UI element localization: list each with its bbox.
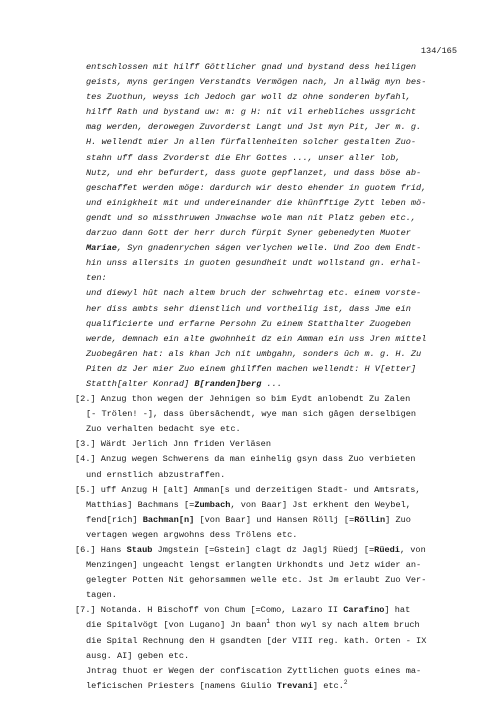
person-name: Staub [126, 545, 153, 555]
item-number: [6.] [75, 545, 96, 555]
text-fragment: Statth[alter Konrad] [86, 378, 195, 389]
item-text: Hans [95, 545, 127, 555]
item-6 [75, 543, 466, 603]
item-number: [5.] [75, 484, 96, 495]
item-4 [75, 452, 466, 482]
text-line: ten: [86, 273, 107, 284]
text-fragment: , Syn gnadenrychen ságen verlychen welle. Und Zoo dem Endt- [116, 243, 422, 254]
item-text: ausg. AI] geben etc. [86, 650, 190, 661]
footnote-marker: 1 [266, 618, 271, 626]
item-text: Jntrag thuot er Wegen der confiscation Zyttlichen guots eines ma- [86, 665, 422, 676]
person-name: Zumbach [194, 499, 231, 510]
text-line: gendt und so missthruwen Jnwachse wole man nit Platz geben etc., [86, 212, 417, 223]
name-mariae: Mariae [86, 243, 117, 254]
text-line: mag werden, derowegen Zuvorderst Langt und Jst myn Pit, Jer m. g. [86, 122, 422, 133]
item-number: [2.] [75, 394, 96, 405]
text-line: hin unss allersits in guoten gesundheit undt wollstand gn. erhal- [86, 258, 422, 269]
item-text: Anzug thon wegen der Jehnigen so bim Eydt anlobendt Zu Zalen [95, 394, 411, 405]
item-text: leficischen Priesters [namens Giulio [86, 680, 277, 691]
item-text: die Spitalvögt [von Lugano] Jn baan [86, 620, 267, 631]
item-text: Jmgstein [=Gstein] clagt dz Jaglj Rüedj [= [152, 545, 375, 555]
item-text: uff Anzug H [alt] Amman[s und derzeitigen Stadt- und Amtsrats, [95, 484, 421, 495]
text-line: darzuo dann Gott der herr durch fürpit Syner gebenedyten Muoter [86, 228, 411, 239]
text-line: und diewyl hût nach altem bruch der schwehrtag etc. einem vorste- [86, 288, 422, 299]
item-text: Notanda. H Bischoff von Chum [=Como, Lazaro II [95, 605, 344, 616]
item-text: , von [399, 545, 426, 555]
item-text: vertagen wegen argwohns dess Trölens etc. [86, 529, 298, 540]
text-fragment: ... [261, 378, 282, 389]
item-text: Zuo verhalten bedacht sye etc. [86, 424, 241, 435]
item-text: [von Baar] und Hansen Röllj [= [194, 514, 355, 525]
person-name: Trevani [276, 680, 313, 691]
text-line: H. wellendt mier Jn allen fürfallenheiten solcher gestalten Zuo- [86, 137, 417, 148]
person-name: Rüedi [374, 545, 400, 555]
text-line: tes Zuothun, weyss ich Jedoch gar woll dz ohne sonderen byfahl, [86, 92, 411, 103]
item-text: [- Trölen! -], dass ûbersâchendt, wye man sich gâgen derselbigen [86, 409, 417, 420]
item-number: [7.] [75, 605, 96, 616]
text-line: qualificierte und erfarne Persohn Zu einem Statthalter Zuogeben [86, 318, 411, 329]
person-name: Röllin [354, 514, 386, 525]
person-name: B[randen]berg [194, 378, 262, 389]
item-text: ] etc. [312, 680, 344, 691]
text-line: her diss ambts sehr dienstlich und vortheilig ist, dass Jme ein [86, 303, 411, 314]
text-line: und einigkheit mit und undereinander die khünfftige Zytt leben mö- [86, 197, 427, 208]
item-text: und ernstlich abzustraffen. [86, 469, 226, 480]
text-line: geschaffet werden möge: dardurch wir desto ehender in guotem frid, [86, 182, 427, 193]
item-3 [75, 437, 466, 452]
item-text: Wärdt Jerlich Jnn friden Verläsen [95, 439, 271, 450]
item-text: ] hat [384, 605, 411, 616]
document-body [75, 60, 466, 694]
item-text: thon wyl sy nach altem bruch [270, 620, 420, 631]
paragraph-opening [86, 60, 466, 286]
text-line: werde, demnach ein alte gwohnheit dz ein Amman ein uss Jren mittel [86, 333, 427, 344]
item-text: , von Baar] Jst erkhent den Weybel, [230, 499, 411, 510]
person-name: Bachman[n] [142, 514, 195, 525]
item-text: Anzug wegen Schwerens da man einhelig gsyn dass Zuo verbieten [95, 454, 416, 465]
item-text: die Spital Rechnung den H gsandten [der VIII reg. kath. Orten - IX [86, 635, 427, 646]
paragraph-statthalter [86, 286, 466, 392]
page-number: 134/165 [420, 46, 457, 56]
text-line: geists, myns geringen Verstandts Vermögen nach, Jn allwäg myn bes- [86, 77, 427, 88]
item-text: fend[rich] [86, 514, 143, 525]
item-text: Matthias] Bachmans [= [86, 499, 195, 510]
item-text: ] Zuo [385, 514, 411, 525]
person-name: Carafino [343, 605, 385, 616]
item-text: Menzingen] ungeacht lengst erlangten Urkhondts und Jetz wider an- [86, 560, 422, 571]
item-7 [75, 603, 466, 694]
text-line: Zuobegâren hat: als khan Jch nit umbgahn, sonders ûch m. g. H. Zu [86, 348, 422, 359]
item-text: gelegter Potten Nit gehorsammen welle etc. Jst Jm erlaubt Zuo Ver- [86, 575, 427, 586]
item-text: tagen. [86, 590, 117, 601]
item-number: [4.] [75, 454, 96, 465]
text-line: hilff Rath und bystand uw: m: g H: nit vil erhebliches ussgricht [86, 107, 417, 118]
item-number: [3.] [75, 439, 96, 450]
footnote-marker: 2 [343, 678, 348, 686]
text-line [86, 377, 466, 392]
text-line: Nutz, und ehr befurdert, dass guote gepflanzet, und dass böse ab- [86, 167, 422, 178]
text-line: Piten dz Jer mier Zuo einem ghilffen machen wellendt: H V[etter] [86, 363, 417, 374]
item-5 [75, 483, 466, 543]
text-line [86, 241, 466, 256]
text-line: entschlossen mit hilff Göttlicher gnad und bystand dess heiligen [86, 62, 417, 72]
text-line: stahn uff dass Zvorderst die Ehr Gottes ..., unser aller lob, [86, 152, 401, 163]
item-2 [75, 392, 466, 437]
